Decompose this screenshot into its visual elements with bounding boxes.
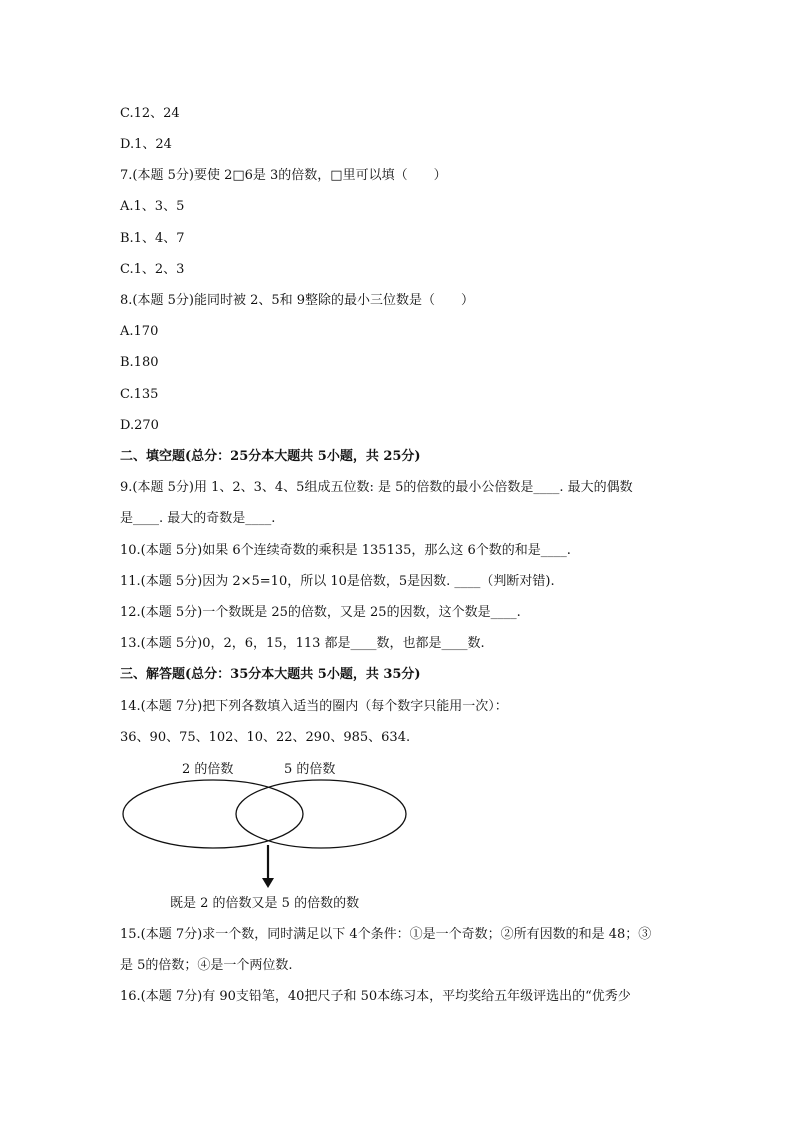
question-13: 13.(本题 5分)0，2，6，15，113 都是____数，也都是____数.	[120, 636, 485, 651]
option-d: D.270	[120, 418, 159, 433]
question-11: 11.(本题 5分)因为 2×5=10，所以 10是倍数，5是因数. ____（判断对错).	[120, 574, 555, 589]
option-c: C.12、24	[120, 106, 180, 121]
option-b: B.180	[120, 355, 159, 370]
option-c: C.135	[120, 387, 159, 402]
question-stem: 8.(本题 5分)能同时被 2、5和 9整除的最小三位数是（ ）	[120, 293, 475, 308]
option-d: D.1、24	[120, 137, 172, 152]
section-heading: 三、解答题(总分：35分本大题共 5小题，共 35分)	[120, 667, 421, 682]
arrow-down-icon	[262, 845, 274, 888]
question-15-line-2: 是 5的倍数；④是一个两位数.	[120, 958, 293, 973]
venn-left-circle	[123, 780, 303, 848]
venn-right-label: 5 的倍数	[284, 762, 336, 777]
question-10: 10.(本题 5分)如果 6个连续奇数的乘积是 135135，那么这 6个数的和是____.	[120, 543, 571, 558]
question-12: 12.(本题 5分)一个数既是 25的倍数，又是 25的因数，这个数是____.	[120, 605, 521, 620]
question-stem: 7.(本题 5分)要使 2□6是 3的倍数，□里可以填（ ）	[120, 168, 447, 183]
option-c: C.1、2、3	[120, 262, 185, 277]
venn-diagram	[110, 750, 420, 920]
question-16: 16.(本题 7分)有 90支铅笔，40把尺子和 50本练习本，平均奖给五年级评选出的“优秀少	[120, 989, 631, 1004]
venn-right-circle	[236, 780, 406, 848]
option-a: A.170	[120, 324, 159, 339]
question-15-line-1: 15.(本题 7分)求一个数，同时满足以下 4个条件：①是一个奇数；②所有因数的和是 48；③	[120, 927, 652, 942]
venn-bottom-label: 既是 2 的倍数又是 5 的倍数的数	[170, 896, 360, 911]
question-9-line-2: 是____. 最大的奇数是____.	[120, 511, 276, 526]
option-a: A.1、3、5	[120, 199, 185, 214]
question-14-stem: 14.(本题 7分)把下列各数填入适当的圈内（每个数字只能用一次）：	[120, 699, 508, 714]
venn-left-label: 2 的倍数	[182, 762, 234, 777]
section-heading: 二、填空题(总分：25分本大题共 5小题，共 25分)	[120, 449, 421, 464]
option-b: B.1、4、7	[120, 231, 185, 246]
question-14-numbers: 36、90、75、102、10、22、290、985、634.	[120, 730, 411, 745]
question-9-line-1: 9.(本题 5分)用 1、2、3、4、5组成五位数: 是 5的倍数的最小公倍数是____. 最大的偶数	[120, 480, 633, 495]
